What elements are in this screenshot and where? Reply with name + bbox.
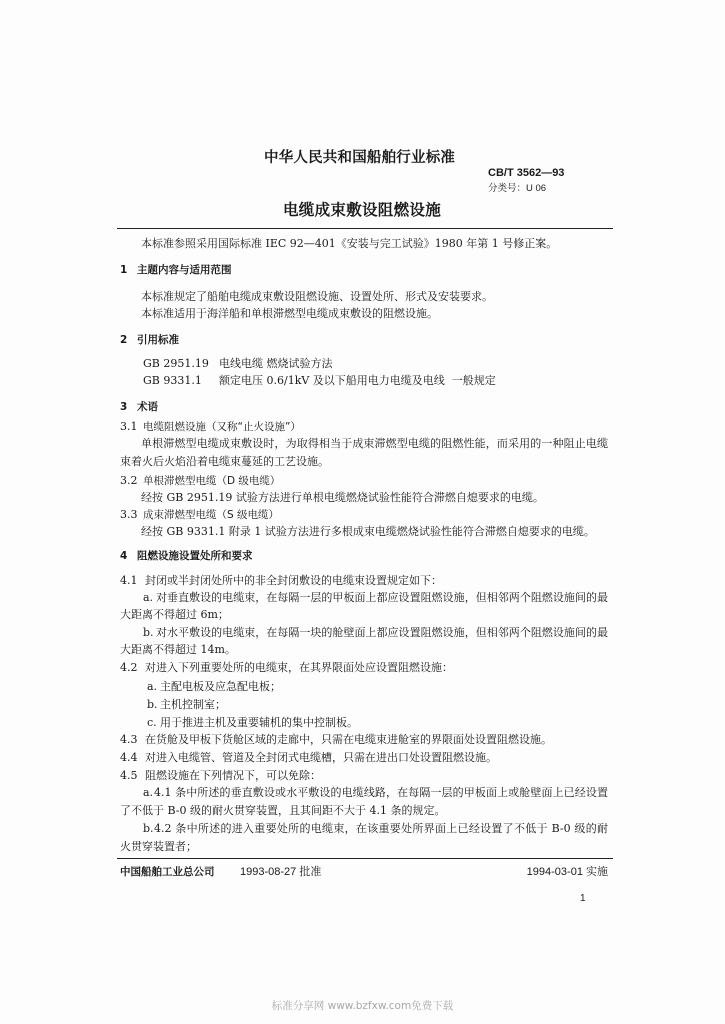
paragraph: 本标准规定了船舶电缆成束敷设阻燃设施、设置处所、形式及安装要求。 (141, 290, 493, 303)
intro-paragraph: 本标准参照采用国际标准 IEC 92—401《安装与完工试验》1980 年第 1 号修正案。 (141, 237, 558, 250)
text-line: 主配电板及应急配电板； (160, 680, 281, 693)
clause-number: 4.3 (120, 733, 138, 746)
clause-number: 4.4 (120, 751, 138, 764)
clause-text: 阻燃设施在下列情况下，可以免除： (145, 769, 321, 782)
clause-number: 4.1 (120, 574, 138, 587)
text-line: 大距离不得超过 14m。 (120, 643, 236, 656)
text-line: 主机控制室； (160, 698, 226, 711)
clause (120, 768, 321, 784)
section-title: 阻燃设施设置处所和要求 (137, 550, 253, 562)
clause (120, 573, 442, 589)
term-label (120, 473, 280, 489)
section-number: 2 (120, 334, 128, 346)
term-number: 3.2 (120, 474, 138, 487)
list-item (147, 697, 226, 713)
list-item-marker: b. (147, 698, 158, 711)
term-number: 3.3 (120, 508, 138, 521)
list-item (143, 590, 608, 606)
effective-date: 1994-03-01 实施 (526, 866, 608, 878)
definition-line: 经按 GB 9331.1 附录 1 试验方法进行多根成束电缆燃烧试验性能符合滞燃自熄要求的电缆。 (141, 525, 595, 538)
term-label (120, 419, 301, 435)
clause (120, 750, 497, 766)
paragraph: 本标准适用于海洋船和单根滞燃型电缆成束敷设的阻燃设施。 (141, 307, 438, 320)
section-title: 术语 (137, 401, 158, 413)
watermark: 标准分享网 www.bzfxw.com免费下载 (271, 1000, 454, 1012)
standard-category: 中华人民共和国船舶行业标准 (264, 150, 456, 166)
reference-title: 额定电压 0.6/1kV 及以下船用电力电缆及电线 一般规定 (219, 374, 496, 387)
definition-line: 单根滞燃型电缆成束敷设时，为取得相当于成束滞燃型电缆的阻燃性能，而采用的一种阻止电缆 (141, 437, 608, 450)
list-item (143, 625, 608, 641)
clause-text: 在货舱及甲板下货舱区域的走廊中，只需在电缆束进舱室的界限面处设置阻燃设施。 (145, 733, 552, 746)
text-line: 用于推进主机及重要辅机的集中控制板。 (160, 716, 358, 729)
term-name: 单根滞燃型电缆（D 级电缆） (143, 475, 281, 487)
reference-entry (143, 356, 333, 372)
header-rule (117, 228, 613, 229)
reference-code: GB 9331.1 (143, 374, 202, 387)
term-name: 成束滞燃型电缆（S 级电缆） (143, 509, 280, 521)
standard-code: CB/T 3562—93 (488, 167, 565, 179)
list-item-marker: a. (143, 591, 154, 604)
list-item-marker: c. (147, 716, 157, 729)
approval-date: 1993-08-27 批准 (240, 866, 322, 878)
section-3-heading (120, 399, 158, 415)
list-item-marker: a. (143, 786, 154, 799)
list-item-marker: b. (143, 822, 154, 835)
list-item-marker: b. (143, 626, 154, 639)
clause-number: 4.2 (120, 661, 138, 674)
document-title: 电缆成束敷设阻燃设施 (283, 201, 442, 219)
section-number: 4 (120, 550, 128, 562)
list-item-marker: a. (147, 680, 158, 693)
definition-line: 束着火后火焰沿着电缆束蔓延的工艺设施。 (120, 455, 329, 468)
section-number: 3 (120, 401, 128, 413)
footer-rule (117, 858, 613, 859)
term-number: 3.1 (120, 420, 138, 433)
list-item (147, 715, 358, 731)
definition-line: 经按 GB 2951.19 试验方法进行单根电缆燃烧试验性能符合滞燃自熄要求的电缆。 (141, 491, 544, 504)
term-label (120, 507, 279, 523)
clause-number: 4.5 (120, 769, 138, 782)
text-line: 火贯穿装置者； (120, 840, 197, 853)
classification-number: 分类号：U 06 (488, 183, 547, 194)
list-item (147, 679, 281, 695)
text-line: 4.1 条中所述的垂直敷设或水平敷设的电缆线路，在每隔一层的甲板面上或舱壁面上已经设置 (154, 786, 608, 799)
section-4-heading (120, 548, 253, 564)
page-number: 1 (580, 893, 586, 904)
text-line: 大距离不得超过 6m； (120, 608, 229, 621)
clause-text: 对进入下列重要处所的电缆束，在其界限面处应设置阻燃设施： (145, 661, 453, 674)
text-line: 对水平敷设的电缆束，在每隔一块的舱壁面上都应设置阻燃设施，但相邻两个阻燃设施间的最 (156, 626, 608, 639)
clause (120, 732, 552, 748)
text-line: 对垂直敷设的电缆束，在每隔一层的甲板面上都应设置阻燃设施，但相邻两个阻燃设施间的最 (156, 591, 608, 604)
text-line: 4.2 条中所述的进入重要处所的电缆束，在该重要处所界面上已经设置了不低于 B-0 级的耐 (154, 822, 608, 835)
list-item (143, 821, 608, 837)
section-title: 主题内容与适用范围 (137, 264, 232, 276)
reference-entry (143, 373, 496, 389)
clause-text: 对进入电缆管、管道及全封闭式电缆槽，只需在进出口处设置阻燃设施。 (145, 751, 497, 764)
issuing-organization: 中国船舶工业总公司 (120, 866, 215, 878)
section-1-heading (120, 262, 232, 278)
reference-code: GB 2951.19 (143, 357, 209, 370)
list-item (143, 785, 608, 801)
clause-text: 封闭或半封闭处所中的非全封闭敷设的电缆束设置规定如下： (145, 574, 442, 587)
clause (120, 660, 453, 676)
text-line: 了不低于 B-0 级的耐火贯穿装置，且其间距不大于 4.1 条的规定。 (120, 804, 446, 817)
reference-title: 电线电缆 燃烧试验方法 (219, 357, 333, 370)
section-title: 引用标准 (137, 334, 179, 346)
term-name: 电缆阻燃设施（又称“止火设施”） (143, 421, 301, 433)
section-2-heading (120, 332, 179, 348)
section-number: 1 (120, 264, 128, 276)
